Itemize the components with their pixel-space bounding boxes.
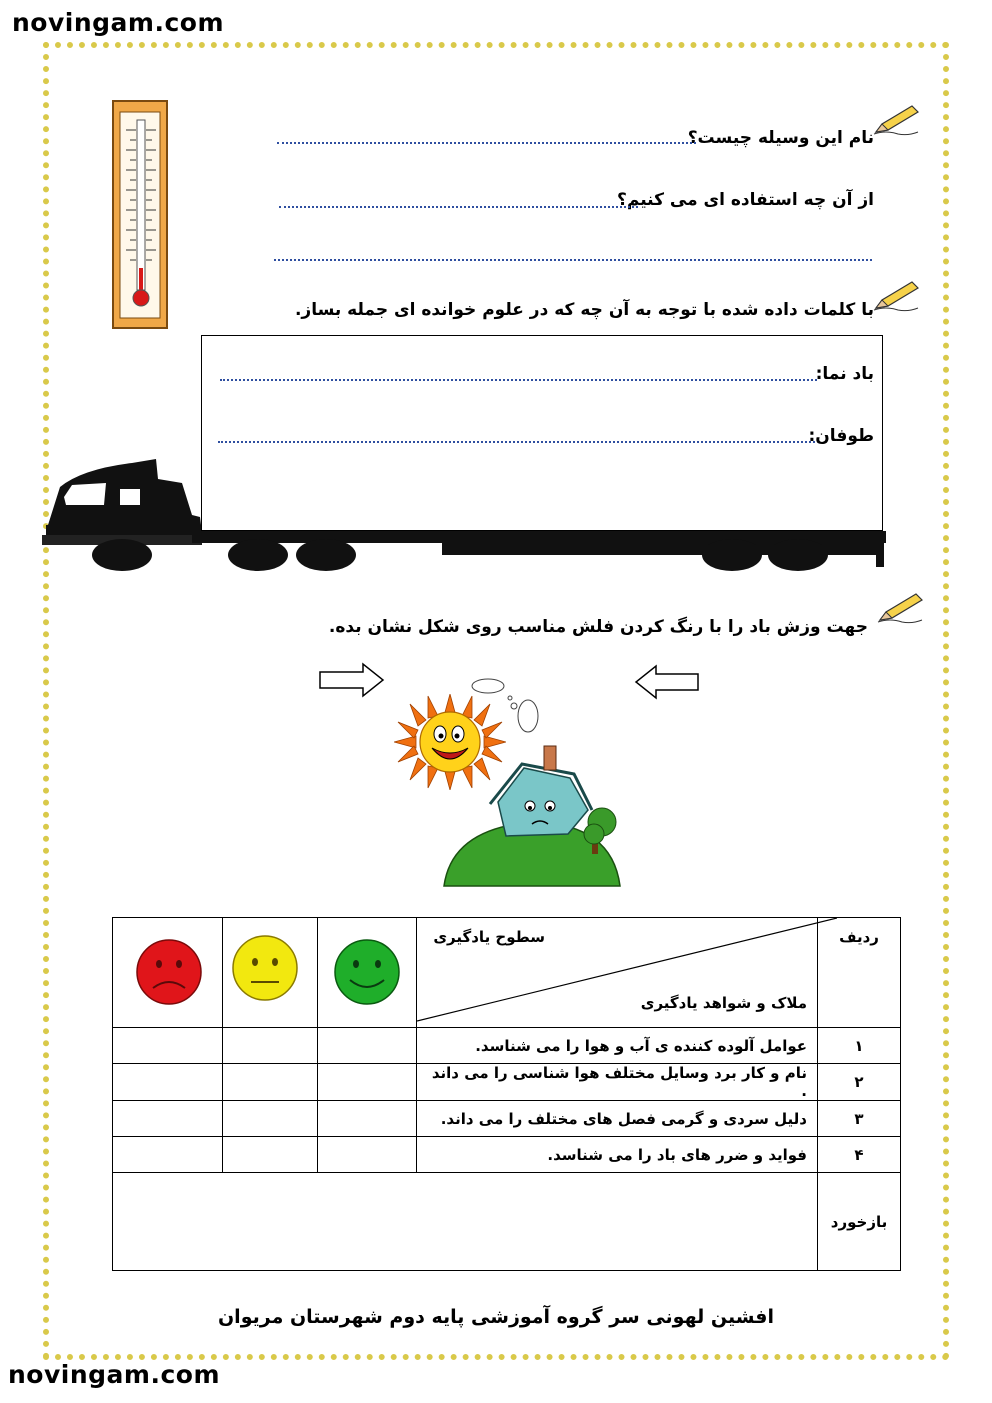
header-row-number: ردیف <box>818 918 901 1028</box>
watermark-top: novingam.com <box>12 8 224 37</box>
house-illustration <box>442 738 624 890</box>
row-ok-check[interactable] <box>223 1137 318 1173</box>
watermark-bottom: novingam.com <box>8 1360 220 1389</box>
level-good-cell <box>318 918 417 1028</box>
row-bad-check[interactable] <box>113 1028 223 1064</box>
answer-line-wind-vane[interactable] <box>220 379 817 381</box>
arrow-right-icon[interactable] <box>319 662 385 698</box>
arrow-left-icon[interactable] <box>634 664 700 700</box>
table-row <box>113 1101 901 1137</box>
answer-line-3[interactable] <box>274 259 872 261</box>
row-criteria: عوامل آلوده کننده ی آب و هوا را می شناسد. <box>417 1028 818 1064</box>
row-number: ۳ <box>818 1101 901 1137</box>
answer-line-1[interactable] <box>277 142 696 144</box>
row-bad-check[interactable] <box>113 1064 223 1101</box>
pencil-icon <box>872 104 920 136</box>
level-bad-cell <box>113 918 223 1028</box>
row-ok-check[interactable] <box>223 1028 318 1064</box>
table-row <box>113 1028 901 1064</box>
footer-author: افشین لهونی سر گروه آموزشی پایه دوم شهرستان مریوان <box>217 1306 775 1328</box>
answer-line-storm[interactable] <box>218 441 815 443</box>
row-number: ۴ <box>818 1137 901 1173</box>
row-bad-check[interactable] <box>113 1101 223 1137</box>
pencil-icon <box>876 592 924 624</box>
row-number: ۱ <box>818 1028 901 1064</box>
evaluation-table <box>112 917 901 1271</box>
truck-trailer-box <box>201 335 883 531</box>
smoke-cloud-illustration <box>470 676 550 746</box>
row-good-check[interactable] <box>318 1064 417 1101</box>
row-criteria: دلیل سردی و گرمی فصل های مختلف را می داند. <box>417 1101 818 1137</box>
row-bad-check[interactable] <box>113 1137 223 1173</box>
row-ok-check[interactable] <box>223 1101 318 1137</box>
level-ok-cell <box>223 918 318 1028</box>
happy-face-circle <box>335 940 399 1004</box>
happy-face-icon <box>318 918 416 1023</box>
pencil-icon <box>872 280 920 312</box>
row-good-check[interactable] <box>318 1101 417 1137</box>
thermometer-illustration <box>112 100 168 329</box>
feedback-label: بازخورد <box>818 1173 901 1271</box>
feedback-row <box>113 1173 901 1271</box>
question-2-instruction: با کلمات داده شده با توجه به آن چه که در علوم خوانده ای جمله بساز. <box>294 300 874 320</box>
answer-line-2[interactable] <box>279 206 638 208</box>
row-good-check[interactable] <box>318 1028 417 1064</box>
feedback-input-area[interactable] <box>113 1173 818 1271</box>
header-levels: سطوح یادگیری <box>433 928 545 946</box>
sad-face-icon <box>132 918 222 1023</box>
question-2-word-2: طوفان: <box>808 426 874 446</box>
question-1-line-1: نام این وسیله چیست؟ <box>687 128 874 148</box>
table-row <box>113 1137 901 1173</box>
question-3-instruction: جهت وزش باد را با رنگ کردن فلش مناسب روی شکل نشان بده. <box>328 617 868 637</box>
row-number: ۲ <box>818 1064 901 1101</box>
neutral-face-circle <box>233 936 297 1000</box>
header-criteria: ملاک و شواهد یادگیری <box>640 994 807 1012</box>
row-ok-check[interactable] <box>223 1064 318 1101</box>
neutral-face-icon <box>223 918 317 1023</box>
question-1-line-2: از آن چه استفاده ای می کنیم؟ <box>617 190 874 210</box>
header-criteria-cell <box>417 918 818 1028</box>
row-criteria: فواید و ضرر های باد را می شناسد. <box>417 1137 818 1173</box>
table-row <box>113 1064 901 1101</box>
question-2-word-1: باد نما: <box>815 364 874 384</box>
row-good-check[interactable] <box>318 1137 417 1173</box>
sad-face-circle <box>137 940 201 1004</box>
row-criteria: نام و کار برد وسایل مختلف هوا شناسی را می داند . <box>417 1064 818 1101</box>
